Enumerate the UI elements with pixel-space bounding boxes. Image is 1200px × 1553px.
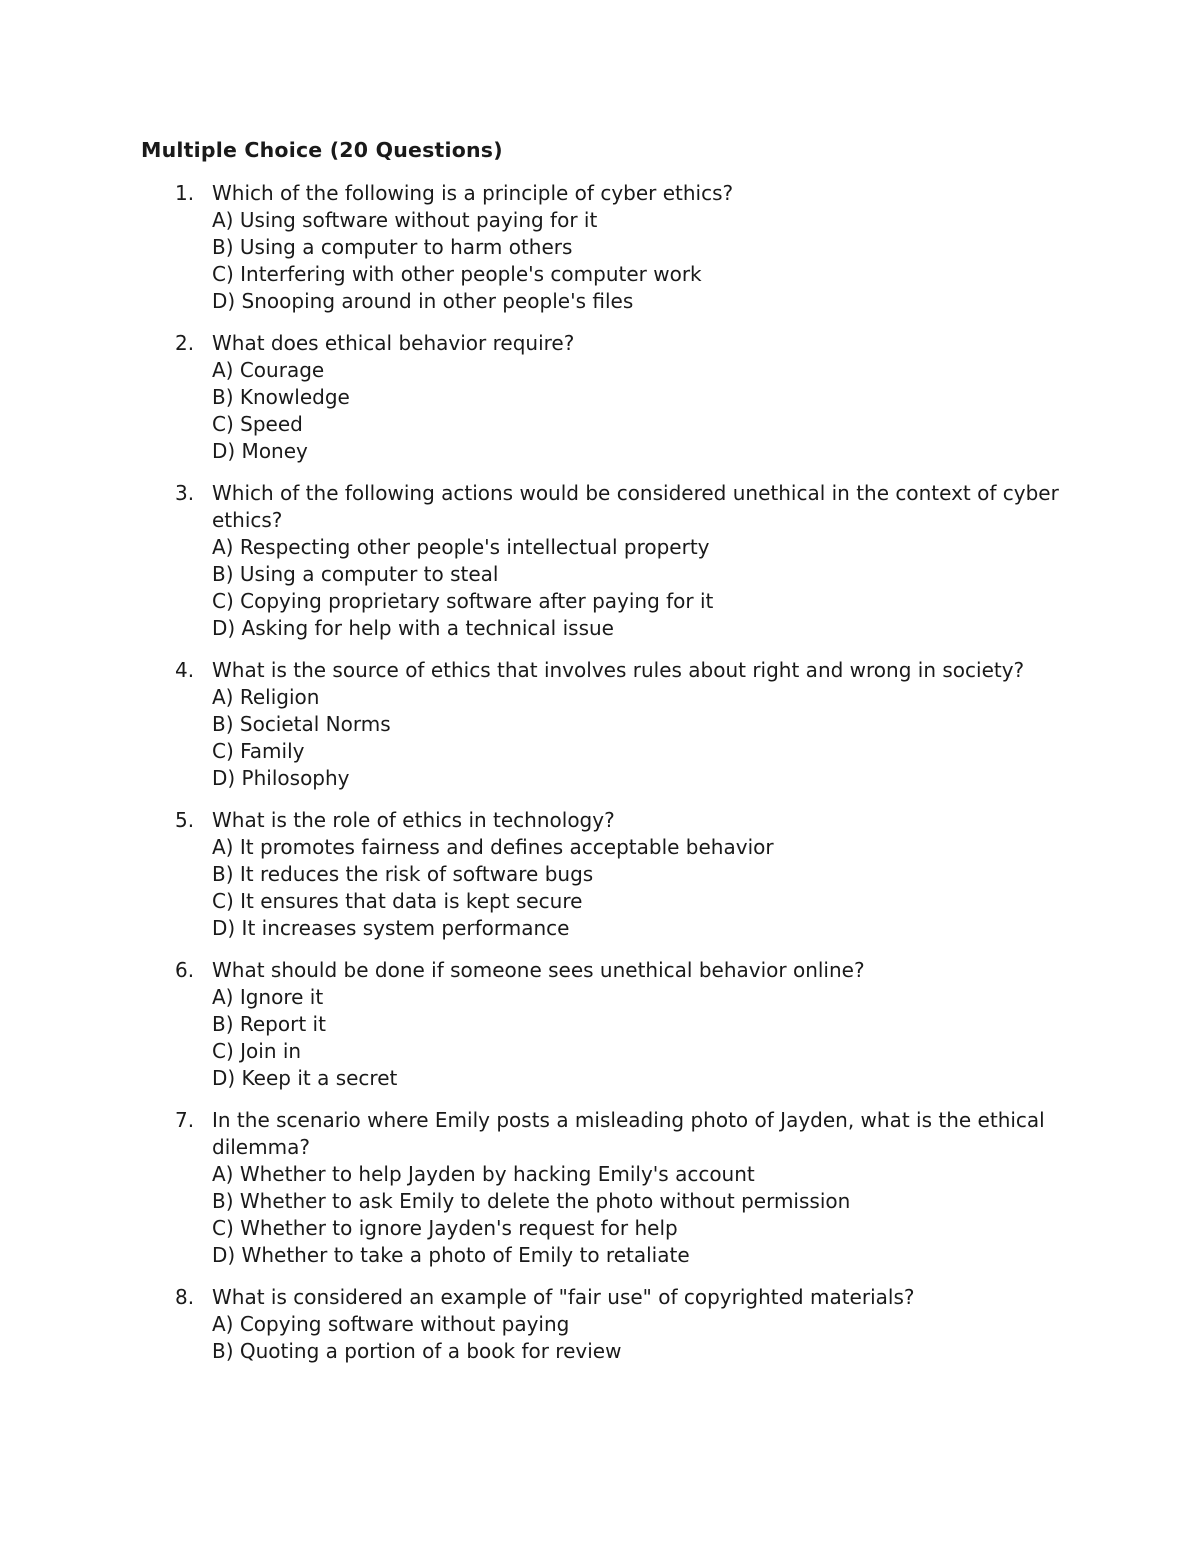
option-b: B) Report it (212, 1012, 326, 1036)
question-7 (141, 1107, 1101, 1269)
question-text: What is the source of ethics that involves rules about right and wrong in society? (212, 658, 1025, 682)
option-d: D) Money (212, 439, 308, 463)
option-a: A) Respecting other people's intellectual property (212, 535, 710, 559)
question-text: Which of the following is a principle of cyber ethics? (212, 181, 734, 205)
option-d: D) Asking for help with a technical issue (212, 616, 614, 640)
question-text: What is the role of ethics in technology? (212, 808, 615, 832)
option-d: D) Philosophy (212, 766, 350, 790)
question-number: 6. (175, 958, 195, 982)
option-b: B) Whether to ask Emily to delete the photo without permission (212, 1189, 851, 1213)
option-b: B) Quoting a portion of a book for review (212, 1339, 622, 1363)
question-number: 2. (175, 331, 195, 355)
question-text: Which of the following actions would be considered unethical in the context of cyber ethics? (212, 481, 1059, 532)
option-b: B) Societal Norms (212, 712, 391, 736)
question-text: In the scenario where Emily posts a misleading photo of Jayden, what is the ethical dilemma? (212, 1108, 1045, 1159)
question-number: 7. (175, 1108, 195, 1132)
option-a: A) Courage (212, 358, 325, 382)
option-c: C) Join in (212, 1039, 302, 1063)
question-5 (141, 807, 1101, 942)
option-d: D) It increases system performance (212, 916, 570, 940)
option-c: C) Speed (212, 412, 303, 436)
option-b: B) It reduces the risk of software bugs (212, 862, 594, 886)
option-d: D) Whether to take a photo of Emily to retaliate (212, 1243, 690, 1267)
option-c: C) Interfering with other people's computer work (212, 262, 702, 286)
option-c: C) Copying proprietary software after paying for it (212, 589, 714, 613)
option-a: A) It promotes fairness and defines acceptable behavior (212, 835, 774, 859)
question-number: 1. (175, 181, 195, 205)
option-d: D) Keep it a secret (212, 1066, 398, 1090)
section-heading: Multiple Choice (20 Questions) (141, 138, 503, 162)
option-a: A) Whether to help Jayden by hacking Emily's account (212, 1162, 755, 1186)
question-number: 3. (175, 481, 195, 505)
option-d: D) Snooping around in other people's files (212, 289, 634, 313)
option-c: C) Family (212, 739, 305, 763)
option-b: B) Knowledge (212, 385, 350, 409)
question-1 (141, 180, 1101, 315)
question-4 (141, 657, 1101, 792)
option-b: B) Using a computer to steal (212, 562, 499, 586)
question-number: 8. (175, 1285, 195, 1309)
option-c: C) Whether to ignore Jayden's request for help (212, 1216, 678, 1240)
option-c: C) It ensures that data is kept secure (212, 889, 583, 913)
question-3 (141, 480, 1101, 642)
option-a: A) Copying software without paying (212, 1312, 570, 1336)
option-a: A) Religion (212, 685, 320, 709)
question-number: 5. (175, 808, 195, 832)
question-text: What is considered an example of "fair use" of copyrighted materials? (212, 1285, 915, 1309)
question-6 (141, 957, 1101, 1092)
question-text: What should be done if someone sees unethical behavior online? (212, 958, 865, 982)
question-number: 4. (175, 658, 195, 682)
question-8 (141, 1284, 1101, 1365)
question-2 (141, 330, 1101, 465)
option-a: A) Using software without paying for it (212, 208, 598, 232)
question-text: What does ethical behavior require? (212, 331, 575, 355)
question-list (141, 180, 1101, 1380)
option-a: A) Ignore it (212, 985, 324, 1009)
option-b: B) Using a computer to harm others (212, 235, 573, 259)
